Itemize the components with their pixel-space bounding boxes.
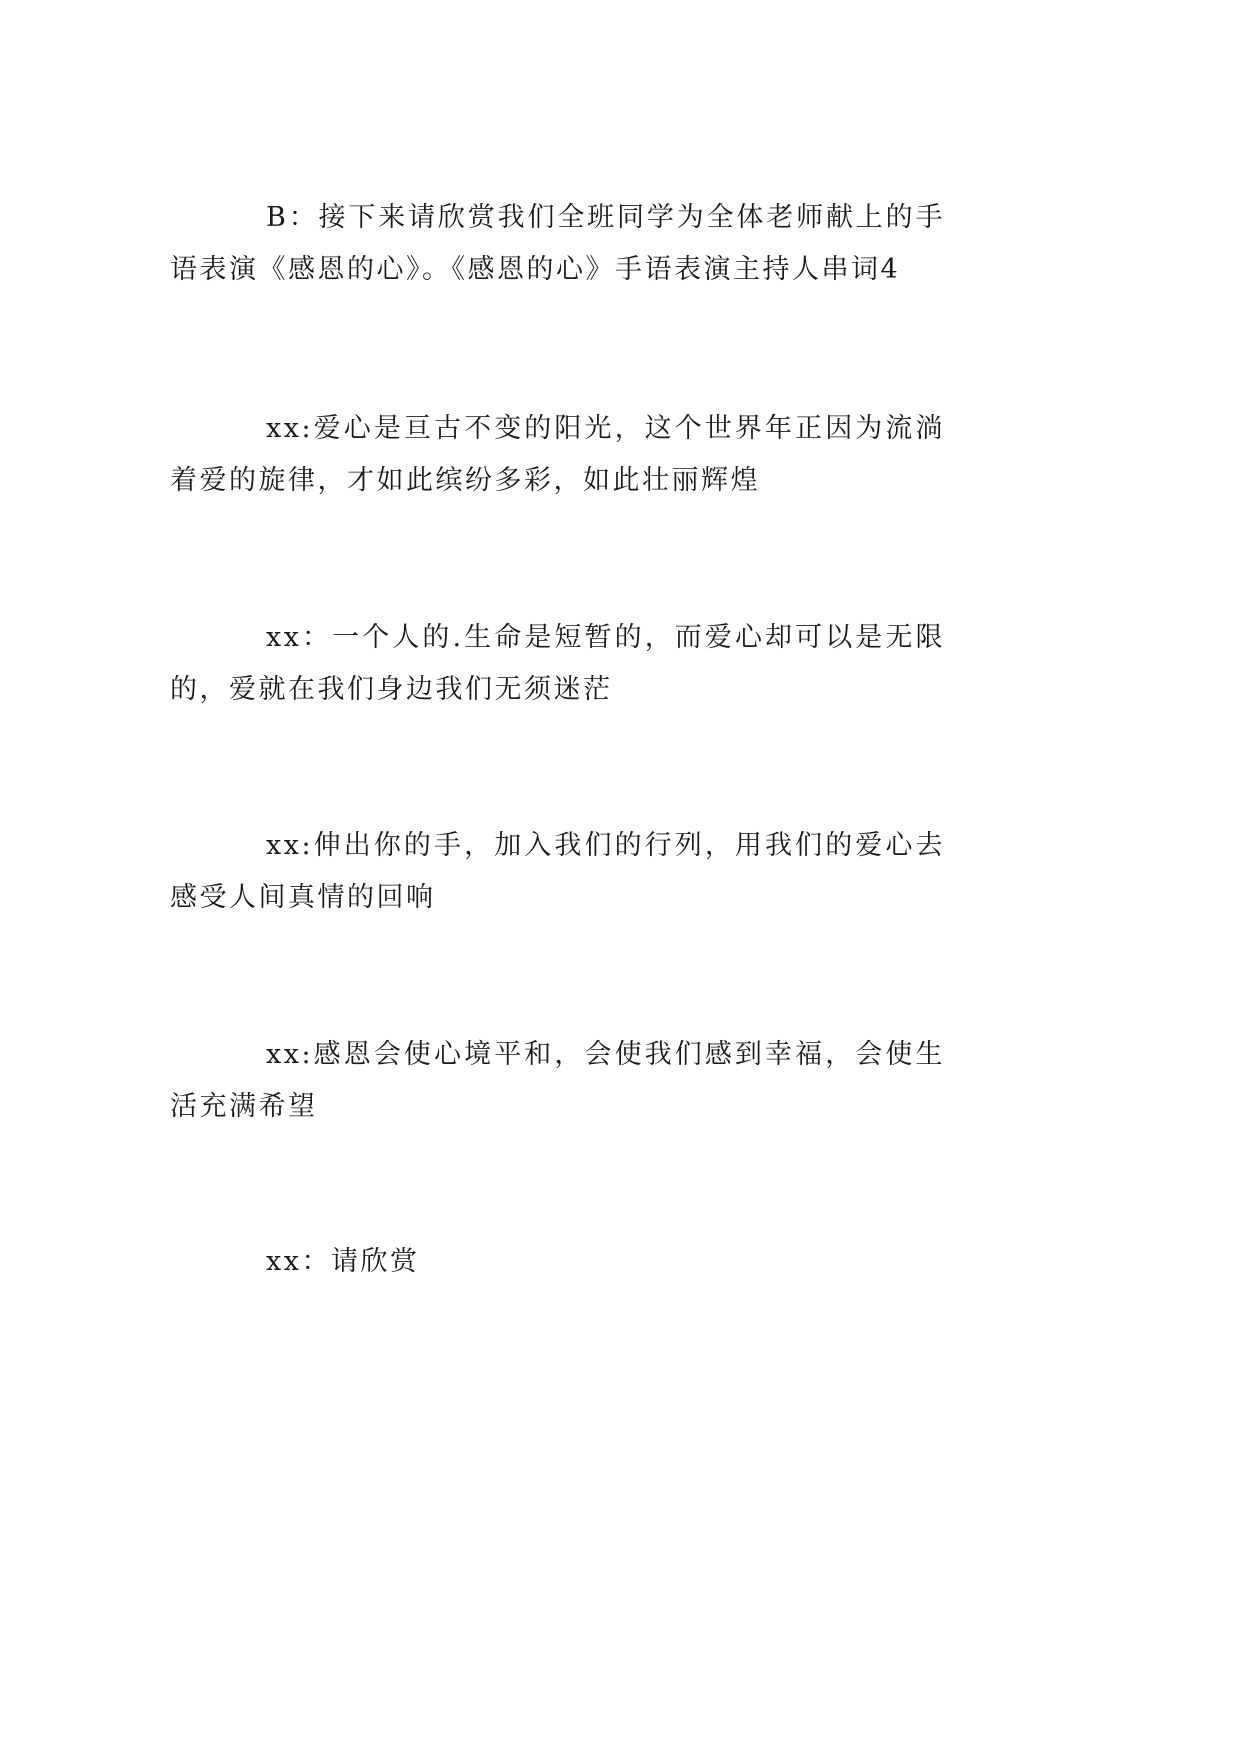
paragraph-reach-out: xx:伸出你的手，加入我们的行列，用我们的爱心去感受人间真情的回响	[170, 830, 945, 913]
paragraph-life-short: xx：一个人的.生命是短暂的，而爱心却可以是无限的，爱就在我们身边我们无须迷茫	[170, 622, 945, 705]
paragraph-host-b-intro: B：接下来请欣赏我们全班同学为全体老师献上的手语表演《感恩的心》。《感恩的心》手语表演主持人串词4	[170, 202, 945, 285]
paragraph-please-enjoy: xx：请欣赏	[266, 1246, 420, 1277]
paragraph-gratitude: xx:感恩会使心境平和，会使我们感到幸福，会使生活充满希望	[170, 1039, 945, 1122]
paragraph-love-sunshine: xx:爱心是亘古不变的阳光，这个世界年正因为流淌着爱的旋律，才如此缤纷多彩，如此壮丽辉煌	[170, 413, 945, 496]
